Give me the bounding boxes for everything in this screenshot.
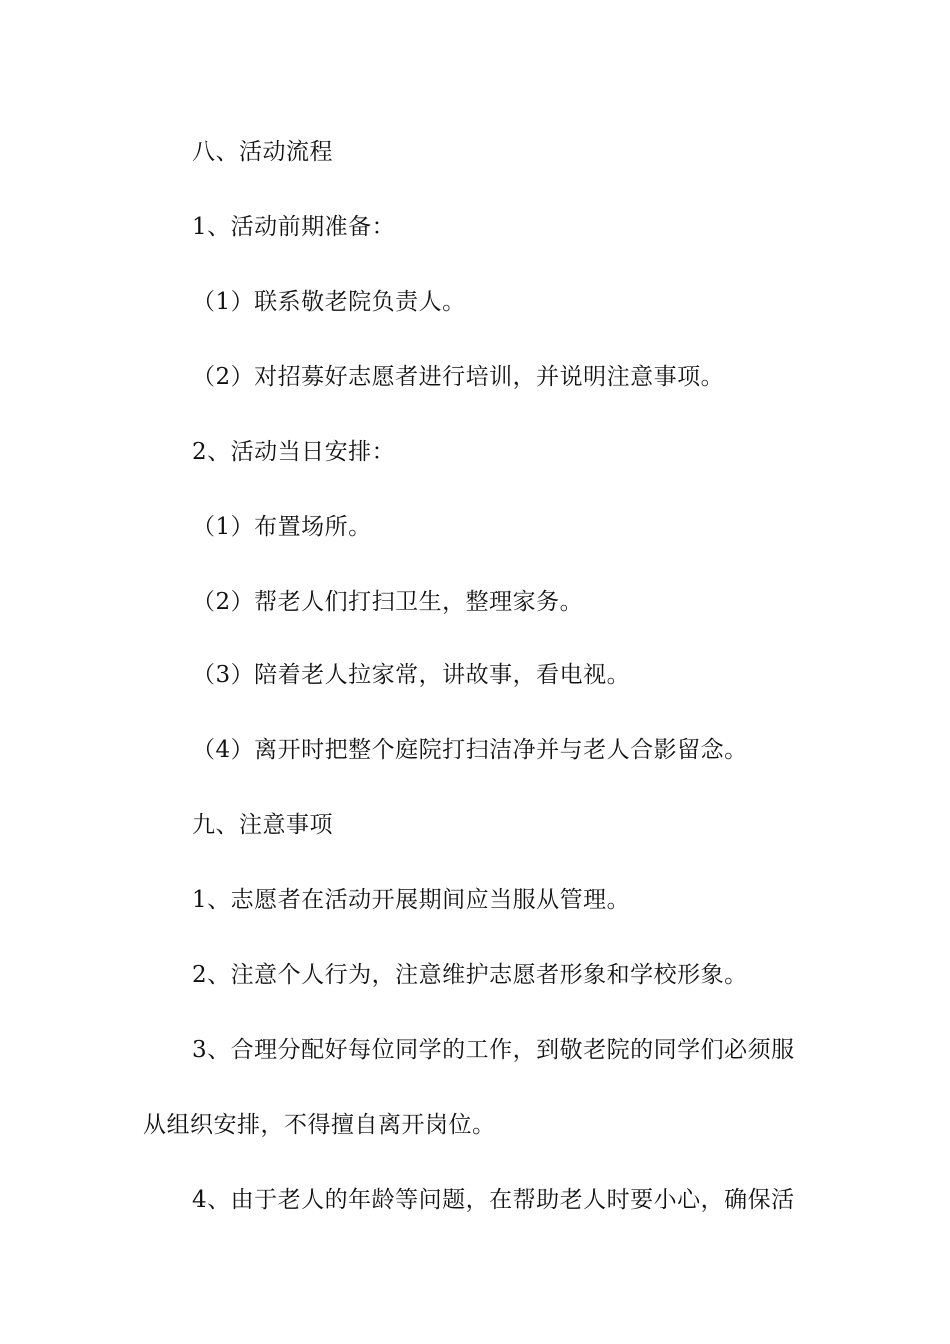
paragraph-note-1: 1、志愿者在活动开展期间应当服从管理。: [192, 887, 631, 913]
paragraph-note-3-line-2: 从组织安排，不得擅自离开岗位。: [143, 1112, 496, 1138]
section-heading-activity-process: 八、活动流程: [192, 139, 333, 165]
paragraph-prep-item-1: （1）联系敬老院负责人。: [192, 289, 466, 315]
paragraph-preparation-heading: 1、活动前期准备：: [192, 214, 396, 240]
paragraph-day-arrangement-heading: 2、活动当日安排：: [192, 439, 396, 465]
paragraph-day-item-2: （2）帮老人们打扫卫生，整理家务。: [192, 589, 584, 615]
paragraph-note-4-line-1: 4、由于老人的年龄等问题，在帮助老人时要小心，确保活: [192, 1187, 795, 1213]
paragraph-day-item-1: （1）布置场所。: [192, 514, 372, 540]
paragraph-day-item-3: （3）陪着老人拉家常，讲故事，看电视。: [192, 662, 631, 688]
paragraph-note-2: 2、注意个人行为，注意维护志愿者形象和学校形象。: [192, 962, 748, 988]
paragraph-note-3-line-1: 3、合理分配好每位同学的工作，到敬老院的同学们必须服: [192, 1037, 795, 1063]
section-heading-notes: 九、注意事项: [192, 812, 333, 838]
paragraph-day-item-4: （4）离开时把整个庭院打扫洁净并与老人合影留念。: [192, 737, 748, 763]
paragraph-prep-item-2: （2）对招募好志愿者进行培训，并说明注意事项。: [192, 364, 725, 390]
